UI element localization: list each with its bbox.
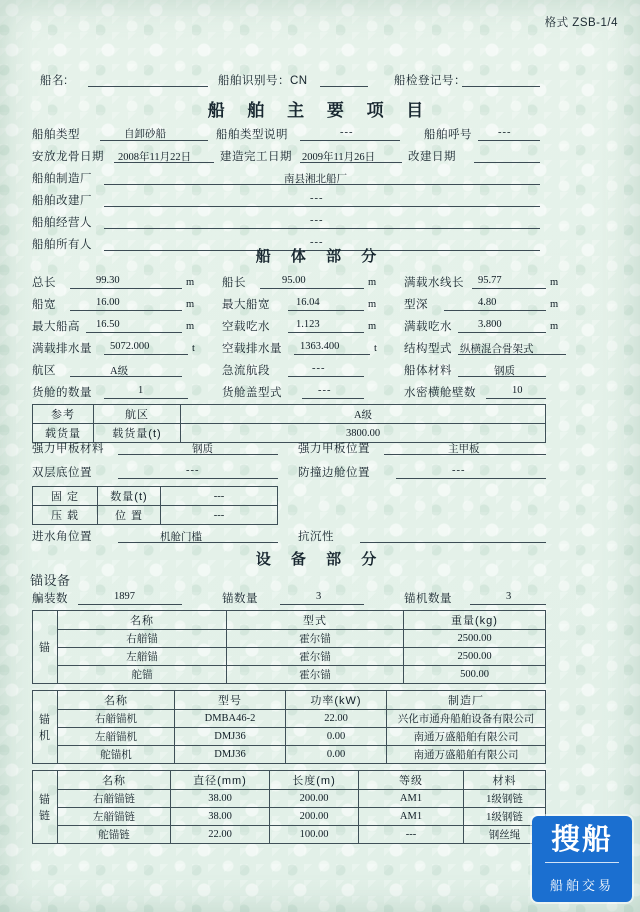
chain-r3-grade: ---: [359, 826, 464, 844]
cargo-hold-count-label: 货舱的数量: [32, 387, 92, 399]
rebuild-date-label: 改建日期: [408, 151, 456, 163]
max-height-unit: m: [186, 321, 195, 332]
sinkability-underline: [360, 542, 546, 543]
reg-underline: [462, 86, 540, 87]
windlass-r3-model: DMJ36: [175, 746, 286, 764]
double-bottom-underline: [118, 478, 278, 479]
light-displacement-label: 空载排水量: [222, 343, 282, 355]
page-title: 船 舶 主 要 项 目: [207, 101, 433, 120]
table-row: [33, 808, 546, 826]
anchor-col-name: 名称: [58, 611, 227, 630]
full-displacement-label: 满载排水量: [32, 343, 92, 355]
imo-underline: [320, 86, 368, 87]
windlass-count-label: 锚机数量: [404, 593, 452, 605]
full-displacement-unit: t: [192, 343, 195, 354]
max-breadth-label: 最大船宽: [222, 299, 270, 311]
call-sign-label: 船舶呼号: [424, 129, 472, 141]
anchor-table-side-label: 锚: [33, 611, 58, 684]
table-row: [33, 710, 546, 728]
anchor-r2-name: 左艏锚: [58, 648, 227, 666]
ballast-label-line1: 固 定: [33, 487, 98, 506]
windlass-col-power: 功率(kW): [286, 691, 387, 710]
table-row: [33, 487, 278, 506]
anchor-chain-table: [32, 770, 546, 844]
windlass-table: [32, 690, 546, 764]
rebuilder-label: 船舶改建厂: [32, 195, 92, 207]
light-draft-value: 1.123: [296, 319, 320, 330]
breadth-label: 船宽: [32, 299, 56, 311]
rebuilder-underline: [104, 206, 540, 207]
anchor-r2-type: 霍尔锚: [227, 648, 404, 666]
depth-value: 4.80: [478, 297, 497, 308]
windlass-count-value: 3: [506, 591, 512, 602]
outfit-number-value: 1897: [114, 591, 135, 602]
navigation-area-label: 航区: [32, 365, 56, 377]
anchor-r1-weight: 2500.00: [404, 630, 546, 648]
ballast-qty-value: ---: [161, 487, 278, 506]
anchor-table: [32, 610, 546, 684]
anchor-r3-type: 霍尔锚: [227, 666, 404, 684]
outfit-number-label: 艑装数: [32, 593, 68, 605]
anchor-r1-name: 右艏锚: [58, 630, 227, 648]
table-row: [33, 666, 546, 684]
full-draft-value: 3.800: [478, 319, 502, 330]
table-header-row: [33, 691, 546, 710]
anchor-col-type: 型式: [227, 611, 404, 630]
logo-subtitle: 船舶交易: [549, 878, 614, 893]
ballast-qty-label: 数量(t): [98, 487, 161, 506]
depth-underline: [444, 310, 546, 311]
cargo-hold-count-value: 1: [138, 385, 144, 396]
navigation-area-value: A级: [110, 366, 129, 377]
cargo-hold-count-underline: [104, 398, 188, 399]
builder-value: 南县湘北船厂: [284, 174, 347, 185]
ballast-pos-label: 位 置: [98, 506, 161, 525]
chain-col-diameter: 直径(mm): [171, 771, 270, 790]
hull-section-title: 船 体 部 分: [255, 248, 385, 265]
operator-value: ---: [310, 215, 324, 226]
chain-table-side-label: 锚链: [33, 771, 58, 844]
chain-col-length: 长度(m): [270, 771, 359, 790]
windlass-r2-model: DMJ36: [175, 728, 286, 746]
ballast-label-line2: 压 载: [33, 506, 98, 525]
table-row: [33, 630, 546, 648]
windlass-r3-name: 舵锚机: [58, 746, 175, 764]
chain-r3-length: 100.00: [270, 826, 359, 844]
keel-date-label: 安放龙骨日期: [32, 151, 104, 163]
loa-unit: m: [186, 277, 195, 288]
builder-label: 船舶制造厂: [32, 173, 92, 185]
anchor-count-underline: [280, 604, 364, 605]
chain-r1-name: 右艏锚链: [58, 790, 171, 808]
fixed-ballast-table: [32, 486, 278, 525]
max-breadth-value: 16.04: [296, 297, 320, 308]
anchor-col-weight: 重量(kg): [404, 611, 546, 630]
ship-type-desc-underline: [300, 140, 400, 141]
lbp-label: 船长: [222, 277, 246, 289]
max-height-value: 16.50: [96, 319, 120, 330]
table-header-row: [33, 771, 546, 790]
ship-name-underline: [88, 86, 208, 87]
breadth-unit: m: [186, 299, 195, 310]
anchor-r2-weight: 2500.00: [404, 648, 546, 666]
light-displacement-value: 1363.400: [300, 341, 340, 352]
chain-col-name: 名称: [58, 771, 171, 790]
structure-type-value: 纵横混合骨架式: [460, 344, 534, 355]
chain-col-material: 材料: [464, 771, 546, 790]
light-draft-underline: [288, 332, 364, 333]
rapids-label: 急流航段: [222, 365, 270, 377]
windlass-table-side-label: 锚机: [33, 691, 58, 764]
windlass-r3-maker: 南通万盛船舶有限公司: [387, 746, 546, 764]
owner-label: 船舶所有人: [32, 239, 92, 251]
chain-r2-material: 1级钢链: [464, 808, 546, 826]
lwl-underline: [472, 288, 546, 289]
lwl-value: 95.77: [478, 275, 502, 286]
hatch-type-value: ---: [318, 385, 332, 396]
strength-deck-material-value: 钢质: [192, 444, 213, 455]
call-sign-value: ---: [498, 127, 512, 138]
chain-col-grade: 等级: [359, 771, 464, 790]
light-displacement-unit: t: [374, 343, 377, 354]
windlass-r1-name: 右艏锚机: [58, 710, 175, 728]
full-draft-underline: [458, 332, 546, 333]
imo-label: 船舶识别号：CN: [218, 75, 308, 87]
cargo-capacity-table: [32, 404, 546, 443]
full-draft-label: 满载吃水: [404, 321, 452, 333]
lbp-unit: m: [368, 277, 377, 288]
strength-deck-pos-value: 主甲板: [448, 444, 480, 455]
completion-date-value: 2009年11月26日: [302, 152, 376, 163]
chain-r2-diameter: 38.00: [171, 808, 270, 826]
table-row: [33, 728, 546, 746]
windlass-r2-name: 左艏锚机: [58, 728, 175, 746]
table-header-row: [33, 611, 546, 630]
rapids-value: ---: [312, 363, 326, 374]
anchor-r3-weight: 500.00: [404, 666, 546, 684]
windlass-r2-maker: 南通万盛船舶有限公司: [387, 728, 546, 746]
hatch-type-label: 货舱盖型式: [222, 387, 282, 399]
windlass-r2-power: 0.00: [286, 728, 387, 746]
chain-r1-grade: AM1: [359, 790, 464, 808]
lbp-underline: [260, 288, 364, 289]
ship-type-value: 自卸砂船: [124, 129, 166, 140]
cargo-capacity-label: 载货量: [33, 424, 94, 443]
anchor-r3-name: 舵锚: [58, 666, 227, 684]
table-row: [33, 648, 546, 666]
table-row: [33, 506, 278, 525]
ballast-pos-value: ---: [161, 506, 278, 525]
call-sign-underline: [478, 140, 540, 141]
windlass-col-name: 名称: [58, 691, 175, 710]
chain-r1-length: 200.00: [270, 790, 359, 808]
owner-value: ---: [310, 237, 324, 248]
hatch-type-underline: [302, 398, 364, 399]
full-draft-unit: m: [550, 321, 559, 332]
bulkhead-count-label: 水密横舱壁数: [404, 387, 476, 399]
reg-label: 船检登记号：: [394, 75, 466, 87]
anchor-count-value: 3: [316, 591, 322, 602]
table-row: [33, 826, 546, 844]
windlass-col-maker: 制造厂: [387, 691, 546, 710]
full-displacement-value: 5072.000: [110, 341, 150, 352]
table-row: [33, 424, 546, 443]
rebuild-date-underline: [474, 162, 540, 163]
logo-title: 搜船: [550, 824, 613, 856]
windlass-r1-model: DMBA46-2: [175, 710, 286, 728]
windlass-col-model: 型号: [175, 691, 286, 710]
light-draft-label: 空载吃水: [222, 321, 270, 333]
chain-r1-diameter: 38.00: [171, 790, 270, 808]
depth-label: 型深: [404, 299, 428, 311]
anchor-equipment-label: 锚设备: [30, 573, 71, 588]
chain-r3-name: 舵锚链: [58, 826, 171, 844]
collision-bulkhead-label: 防撞边舱位置: [298, 467, 370, 479]
windlass-r3-power: 0.00: [286, 746, 387, 764]
cargo-capacity-unit-label: 载货量(t): [94, 424, 181, 443]
collision-bulkhead-underline: [396, 478, 546, 479]
full-displacement-underline: [104, 354, 188, 355]
rapids-underline: [288, 376, 364, 377]
operator-underline: [104, 228, 540, 229]
flooding-angle-value: 机舱门槛: [160, 532, 202, 543]
ship-type-label: 船舶类型: [32, 129, 80, 141]
outfit-number-underline: [78, 604, 182, 605]
operator-label: 船舶经营人: [32, 217, 92, 229]
completion-date-label: 建造完工日期: [220, 151, 292, 163]
table-row: [33, 405, 546, 424]
double-bottom-label: 双层底位置: [32, 467, 92, 479]
breadth-value: 16.00: [96, 297, 120, 308]
bulkhead-count-underline: [486, 398, 546, 399]
loa-label: 总长: [32, 277, 56, 289]
anchor-r1-type: 霍尔锚: [227, 630, 404, 648]
ship-name-label: 船名:: [40, 75, 68, 87]
chain-r2-length: 200.00: [270, 808, 359, 826]
cargo-area-value: A级: [181, 405, 546, 424]
hull-material-label: 船体材料: [404, 365, 452, 377]
keel-date-value: 2008年11月22日: [118, 152, 192, 163]
ship-type-desc-label: 船舶类型说明: [216, 129, 288, 141]
lwl-unit: m: [550, 277, 559, 288]
lbp-value: 95.00: [282, 275, 306, 286]
chain-r2-grade: AM1: [359, 808, 464, 826]
chain-r3-diameter: 22.00: [171, 826, 270, 844]
windlass-count-underline: [470, 604, 546, 605]
flooding-angle-label: 进水角位置: [32, 531, 92, 543]
cargo-ref-label: 参考: [33, 405, 94, 424]
windlass-r1-maker: 兴化市通舟船舶设备有限公司: [387, 710, 546, 728]
depth-unit: m: [550, 299, 559, 310]
table-row: [33, 746, 546, 764]
site-watermark-logo: [532, 816, 632, 902]
cargo-area-label: 航区: [94, 405, 181, 424]
bulkhead-count-value: 10: [512, 385, 523, 396]
max-breadth-unit: m: [368, 299, 377, 310]
cargo-capacity-value: 3800.00: [181, 424, 546, 443]
strength-deck-material-label: 强力甲板材料: [32, 443, 104, 455]
table-row: [33, 790, 546, 808]
rebuilder-value: ---: [310, 193, 324, 204]
hull-material-value: 钢质: [494, 366, 515, 377]
chain-r2-name: 左艏锚链: [58, 808, 171, 826]
max-height-underline: [86, 332, 182, 333]
double-bottom-value: ---: [186, 465, 200, 476]
light-draft-unit: m: [368, 321, 377, 332]
strength-deck-pos-label: 强力甲板位置: [298, 443, 370, 455]
equipment-section-title: 设 备 部 分: [255, 551, 385, 568]
ship-type-desc-value: ---: [340, 127, 354, 138]
windlass-r1-power: 22.00: [286, 710, 387, 728]
anchor-count-label: 锚数量: [222, 593, 258, 605]
loa-value: 99.30: [96, 275, 120, 286]
chain-r3-material: 钢丝绳: [464, 826, 546, 844]
breadth-underline: [70, 310, 182, 311]
max-height-label: 最大船高: [32, 321, 80, 333]
lwl-label: 满载水线长: [404, 277, 464, 289]
structure-type-label: 结构型式: [404, 343, 452, 355]
loa-underline: [70, 288, 182, 289]
collision-bulkhead-value: ---: [452, 465, 466, 476]
sinkability-label: 抗沉性: [298, 531, 334, 543]
light-displacement-underline: [294, 354, 370, 355]
form-code: 格式 ZSB-1/4: [544, 17, 618, 29]
max-breadth-underline: [288, 310, 364, 311]
chain-r1-material: 1级钢链: [464, 790, 546, 808]
